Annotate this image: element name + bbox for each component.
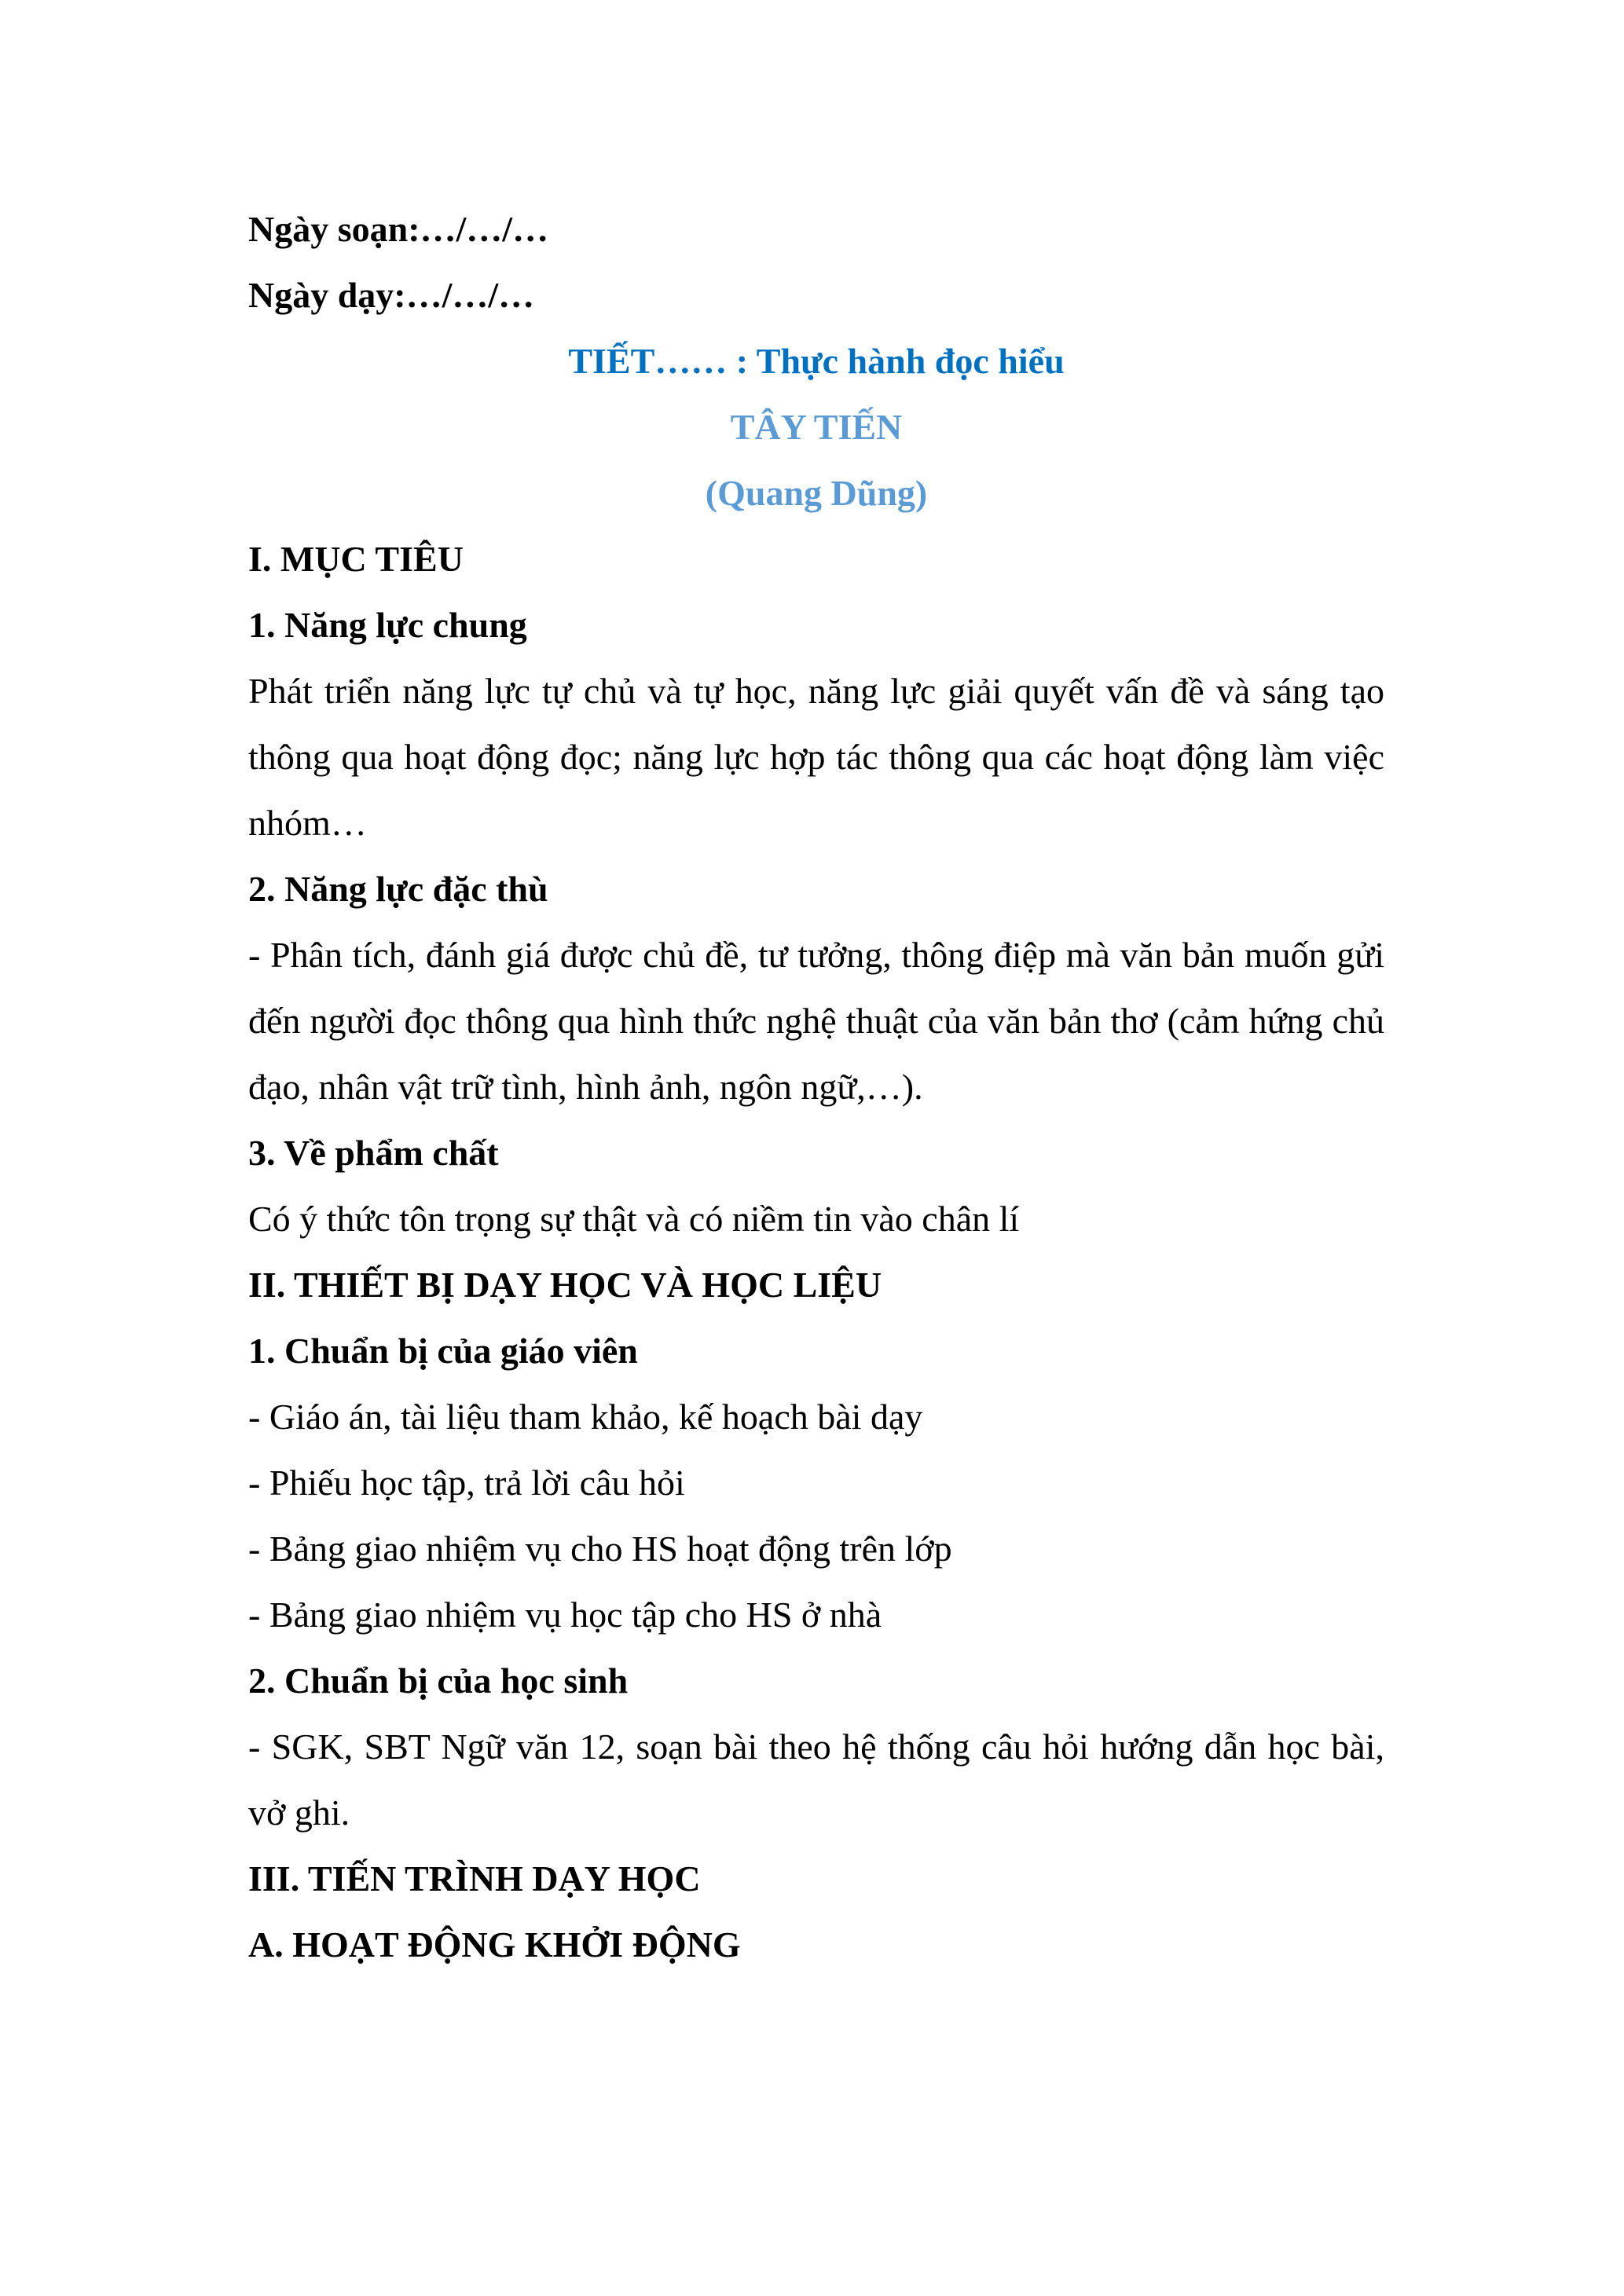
- paragraph-student-prep: - SGK, SBT Ngữ văn 12, soạn bài theo hệ thống câu hỏi hướng dẫn học bài, vở ghi.: [248, 1727, 1384, 1833]
- list-item: - Phiếu học tập, trả lời câu hỏi: [248, 1463, 685, 1503]
- date-taught: Ngày dạy:…/…/…: [248, 275, 535, 315]
- lesson-title: TIẾT…… : Thực hành đọc hiểu: [568, 341, 1065, 381]
- section-heading-objectives: I. MỤC TIÊU: [248, 539, 464, 579]
- paragraph-qualities: Có ý thức tôn trọng sự thật và có niềm tin vào chân lí: [248, 1199, 1020, 1239]
- subheading-student-prep: 2. Chuẩn bị của học sinh: [248, 1661, 629, 1701]
- paragraph-general-competence: Phát triển năng lực tự chủ và tự học, năng lực giải quyết vấn đề và sáng tạo thông qua hoạt động đọc; năng lực hợp tác thông qua các hoạt động làm việc nhóm…: [248, 671, 1384, 843]
- subheading-warmup: A. HOẠT ĐỘNG KHỞI ĐỘNG: [248, 1924, 741, 1965]
- subheading-specific-competence: 2. Năng lực đặc thù: [248, 869, 548, 909]
- list-item: - Bảng giao nhiệm vụ cho HS hoạt động trên lớp: [248, 1529, 952, 1569]
- author-name: (Quang Dũng): [705, 473, 928, 513]
- document-body: [248, 196, 1384, 1978]
- list-item: - Bảng giao nhiệm vụ học tập cho HS ở nhà: [248, 1595, 882, 1635]
- subheading-qualities: 3. Về phẩm chất: [248, 1133, 499, 1173]
- section-heading-equipment: II. THIẾT BỊ DẠY HỌC VÀ HỌC LIỆU: [248, 1265, 882, 1305]
- date-prepared: Ngày soạn:…/…/…: [248, 209, 549, 249]
- section-heading-process: III. TIẾN TRÌNH DẠY HỌC: [248, 1858, 701, 1899]
- list-item: - Giáo án, tài liệu tham khảo, kế hoạch bài dạy: [248, 1397, 923, 1437]
- subheading-teacher-prep: 1. Chuẩn bị của giáo viên: [248, 1331, 638, 1371]
- subheading-general-competence: 1. Năng lực chung: [248, 605, 527, 645]
- work-title: TÂY TIẾN: [730, 407, 903, 447]
- paragraph-specific-competence: - Phân tích, đánh giá được chủ đề, tư tưởng, thông điệp mà văn bản muốn gửi đến người đọc thông qua hình thức nghệ thuật của văn bản thơ (cảm hứng chủ đạo, nhân vật trữ tình, hình ảnh, ngôn ngữ,…).: [248, 935, 1384, 1107]
